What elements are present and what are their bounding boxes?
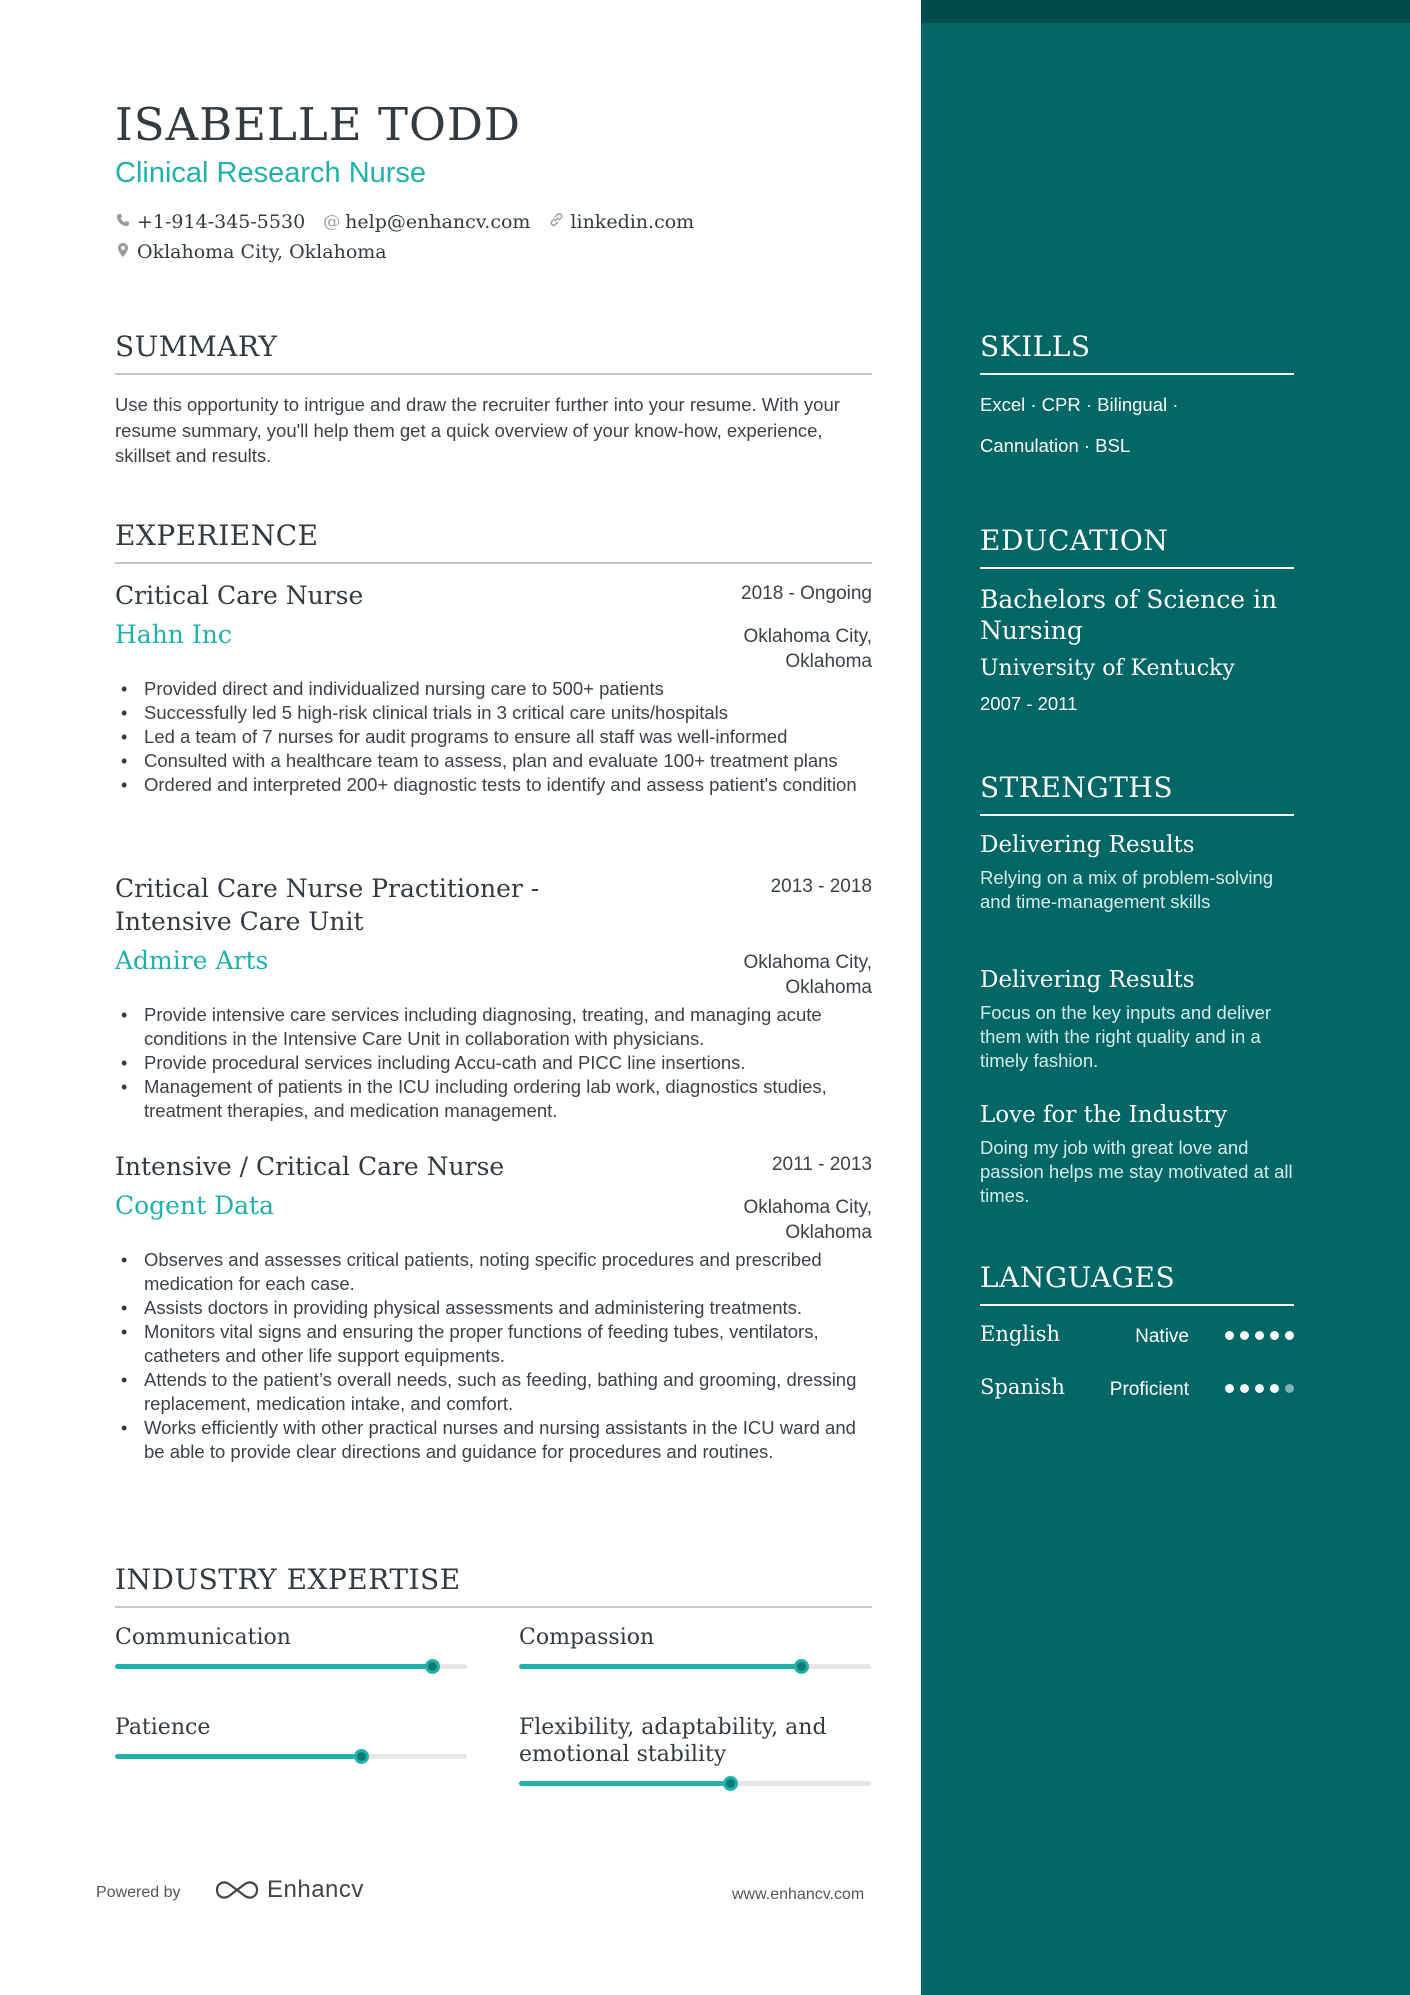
enhancv-logo-icon	[215, 1878, 259, 1902]
bullet: • Consulted with a healthcare team to assess, plan and evaluate 100+ treatment plans	[115, 749, 872, 773]
education-heading: EDUCATION	[980, 524, 1294, 569]
expertise-knob	[794, 1659, 809, 1674]
expertise-item	[519, 1624, 871, 1669]
location-item	[115, 241, 387, 263]
language-row	[980, 1375, 1294, 1405]
strength-desc: Relying on a mix of problem-solving and time-management skills	[980, 867, 1274, 912]
skills-line: Cannulation · BSL	[980, 435, 1131, 456]
sidebar-top-band	[921, 0, 1410, 23]
language-dot-filled	[1255, 1331, 1264, 1340]
phone-icon	[115, 212, 131, 232]
expertise-track	[519, 1781, 871, 1786]
expertise-fill	[519, 1664, 801, 1669]
bullet: • Provide procedural services including Accu-cath and PICC line insertions.	[115, 1051, 872, 1075]
strength-item	[980, 1102, 1294, 1208]
education-dates: 2007 - 2011	[980, 693, 1078, 714]
bullet: • Provided direct and individualized nursing care to 500+ patients	[115, 677, 872, 701]
language-level: Native	[1135, 1326, 1189, 1347]
languages-heading: LANGUAGES	[980, 1261, 1294, 1306]
location-pin-icon	[115, 242, 131, 263]
education-school: University of Kentucky	[980, 656, 1235, 681]
language-dot-filled	[1270, 1384, 1279, 1393]
job-location-state: Oklahoma	[785, 1222, 872, 1243]
language-row	[980, 1322, 1294, 1352]
language-dot-empty	[1285, 1384, 1294, 1393]
language-level: Proficient	[1109, 1379, 1189, 1400]
expertise-item	[519, 1714, 871, 1786]
contact-row-1	[115, 211, 712, 233]
expertise-fill	[115, 1664, 432, 1669]
bullet: • Provide intensive care services including diagnosing, treating, and managing acute conditions in the Intensive Care Unit in collaboration with physicians.	[115, 1003, 872, 1051]
expertise-label: Communication	[115, 1625, 291, 1650]
language-dots	[1219, 1384, 1294, 1393]
bullet: • Observes and assesses critical patients, noting specific procedures and prescribed medication for each case.	[115, 1248, 872, 1296]
enhancv-logo[interactable]	[215, 1876, 364, 1904]
language-dot-filled	[1225, 1331, 1234, 1340]
expertise-track	[115, 1664, 467, 1669]
language-name: English	[980, 1322, 1061, 1346]
job-location	[744, 624, 872, 674]
strength-desc: Doing my job with great love and passion helps me stay motivated at all times.	[980, 1137, 1293, 1206]
linkedin-item[interactable]	[548, 211, 694, 233]
language-dot-filled	[1240, 1384, 1249, 1393]
expertise-label: Flexibility, adaptability, and emotional stability	[519, 1715, 827, 1767]
bullet: • Works efficiently with other practical nurses and nursing assistants in the ICU ward and be able to provide clear directions and guidance for procedures and routines.	[115, 1416, 872, 1464]
bullet: • Monitors vital signs and ensuring the proper functions of feeding tubes, ventilators, catheters and other life support equipments.	[115, 1320, 872, 1368]
strengths-heading: STRENGTHS	[980, 771, 1294, 816]
bullet: • Successfully led 5 high-risk clinical trials in 3 critical care units/hospitals	[115, 701, 872, 725]
language-dot-filled	[1270, 1331, 1279, 1340]
job-entry	[115, 1150, 872, 1464]
job-location-city: Oklahoma City,	[743, 952, 872, 973]
candidate-name: ISABELLE TODD	[115, 98, 522, 151]
strength-title: Love for the Industry	[980, 1102, 1228, 1128]
language-dot-filled	[1285, 1331, 1294, 1340]
job-location	[744, 1195, 872, 1245]
language-dot-filled	[1225, 1384, 1234, 1393]
job-company: Cogent Data	[115, 1191, 274, 1220]
link-icon	[548, 212, 564, 232]
strength-desc: Focus on the key inputs and deliver them with the right quality and in a timely fashion.	[980, 1002, 1272, 1071]
email-item[interactable]	[323, 211, 530, 233]
job-dates: 2018 - Ongoing	[741, 583, 872, 604]
job-bullets	[115, 1248, 872, 1464]
job-dates: 2013 - 2018	[770, 876, 872, 897]
language-dots	[1219, 1331, 1294, 1340]
language-dot-filled	[1240, 1331, 1249, 1340]
enhancv-brand: Enhancv	[267, 1876, 364, 1903]
bullet: • Led a team of 7 nurses for audit programs to ensure all staff was well-informed	[115, 725, 872, 749]
expertise-knob	[723, 1776, 738, 1791]
job-location	[744, 950, 872, 1000]
job-location-city: Oklahoma City,	[743, 1197, 872, 1218]
strength-title: Delivering Results	[980, 967, 1195, 993]
skills-list	[980, 384, 1178, 466]
education-degree: Bachelors of Science in Nursing	[980, 585, 1278, 645]
expertise-track	[519, 1664, 871, 1669]
phone-item[interactable]	[115, 211, 305, 233]
job-company: Hahn Inc	[115, 620, 232, 649]
job-entry	[115, 579, 872, 797]
skills-line: Excel · CPR · Bilingual ·	[980, 394, 1179, 415]
expertise-label: Compassion	[519, 1625, 655, 1650]
strength-item	[980, 967, 1294, 1073]
language-name: Spanish	[980, 1375, 1065, 1399]
phone-text: +1-914-345-5530	[137, 211, 306, 233]
expertise-fill	[519, 1781, 730, 1786]
experience-heading: EXPERIENCE	[115, 519, 872, 564]
expertise-fill	[115, 1754, 361, 1759]
footer-url[interactable]: www.enhancv.com	[732, 1886, 865, 1903]
summary-text: Use this opportunity to intrigue and draw the recruiter further into your resume. With your resume summary, you'll help them get a quick overview of your know-how, experience, skillset and results.	[115, 394, 840, 466]
bullet: • Attends to the patient’s overall needs, such as feeding, bathing and grooming, dressing replacement, medication intake, and comfort.	[115, 1368, 872, 1416]
language-dot-filled	[1255, 1384, 1264, 1393]
job-bullets	[115, 677, 872, 797]
strength-item	[980, 832, 1294, 914]
bullet: • Ordered and interpreted 200+ diagnostic tests to identify and assess patient's condition	[115, 773, 872, 797]
bullet: • Management of patients in the ICU including ordering lab work, diagnostics studies, treatment therapies, and medication management.	[115, 1075, 872, 1123]
job-title: Intensive / Critical Care Nurse	[115, 1152, 505, 1181]
skills-heading: SKILLS	[980, 330, 1294, 375]
expertise-item	[115, 1624, 467, 1669]
education-entry	[980, 584, 1294, 715]
job-bullets	[115, 1003, 872, 1123]
expertise-item	[115, 1714, 467, 1759]
email-text: help@enhancv.com	[345, 211, 531, 233]
job-title: Critical Care Nurse Practitioner - Intensive Care Unit	[115, 874, 540, 936]
at-icon: @	[323, 212, 341, 232]
job-company: Admire Arts	[115, 946, 269, 975]
expertise-track	[115, 1754, 467, 1759]
linkedin-text: linkedin.com	[570, 211, 695, 233]
strength-title: Delivering Results	[980, 832, 1195, 858]
expertise-heading: INDUSTRY EXPERTISE	[115, 1563, 872, 1608]
job-title: Critical Care Nurse	[115, 581, 364, 610]
contact-row-2	[115, 241, 405, 263]
candidate-title: Clinical Research Nurse	[115, 157, 427, 189]
job-dates: 2011 - 2013	[771, 1154, 872, 1175]
powered-by-label: Powered by	[96, 1884, 181, 1901]
expertise-label: Patience	[115, 1715, 211, 1740]
expertise-knob	[354, 1749, 369, 1764]
job-location-city: Oklahoma City,	[743, 626, 872, 647]
job-entry	[115, 872, 872, 1123]
location-text: Oklahoma City, Oklahoma	[137, 241, 387, 263]
expertise-knob	[425, 1659, 440, 1674]
job-location-state: Oklahoma	[785, 977, 872, 998]
bullet: • Assists doctors in providing physical assessments and administering treatments.	[115, 1296, 872, 1320]
summary-heading: SUMMARY	[115, 330, 872, 375]
job-location-state: Oklahoma	[785, 651, 872, 672]
